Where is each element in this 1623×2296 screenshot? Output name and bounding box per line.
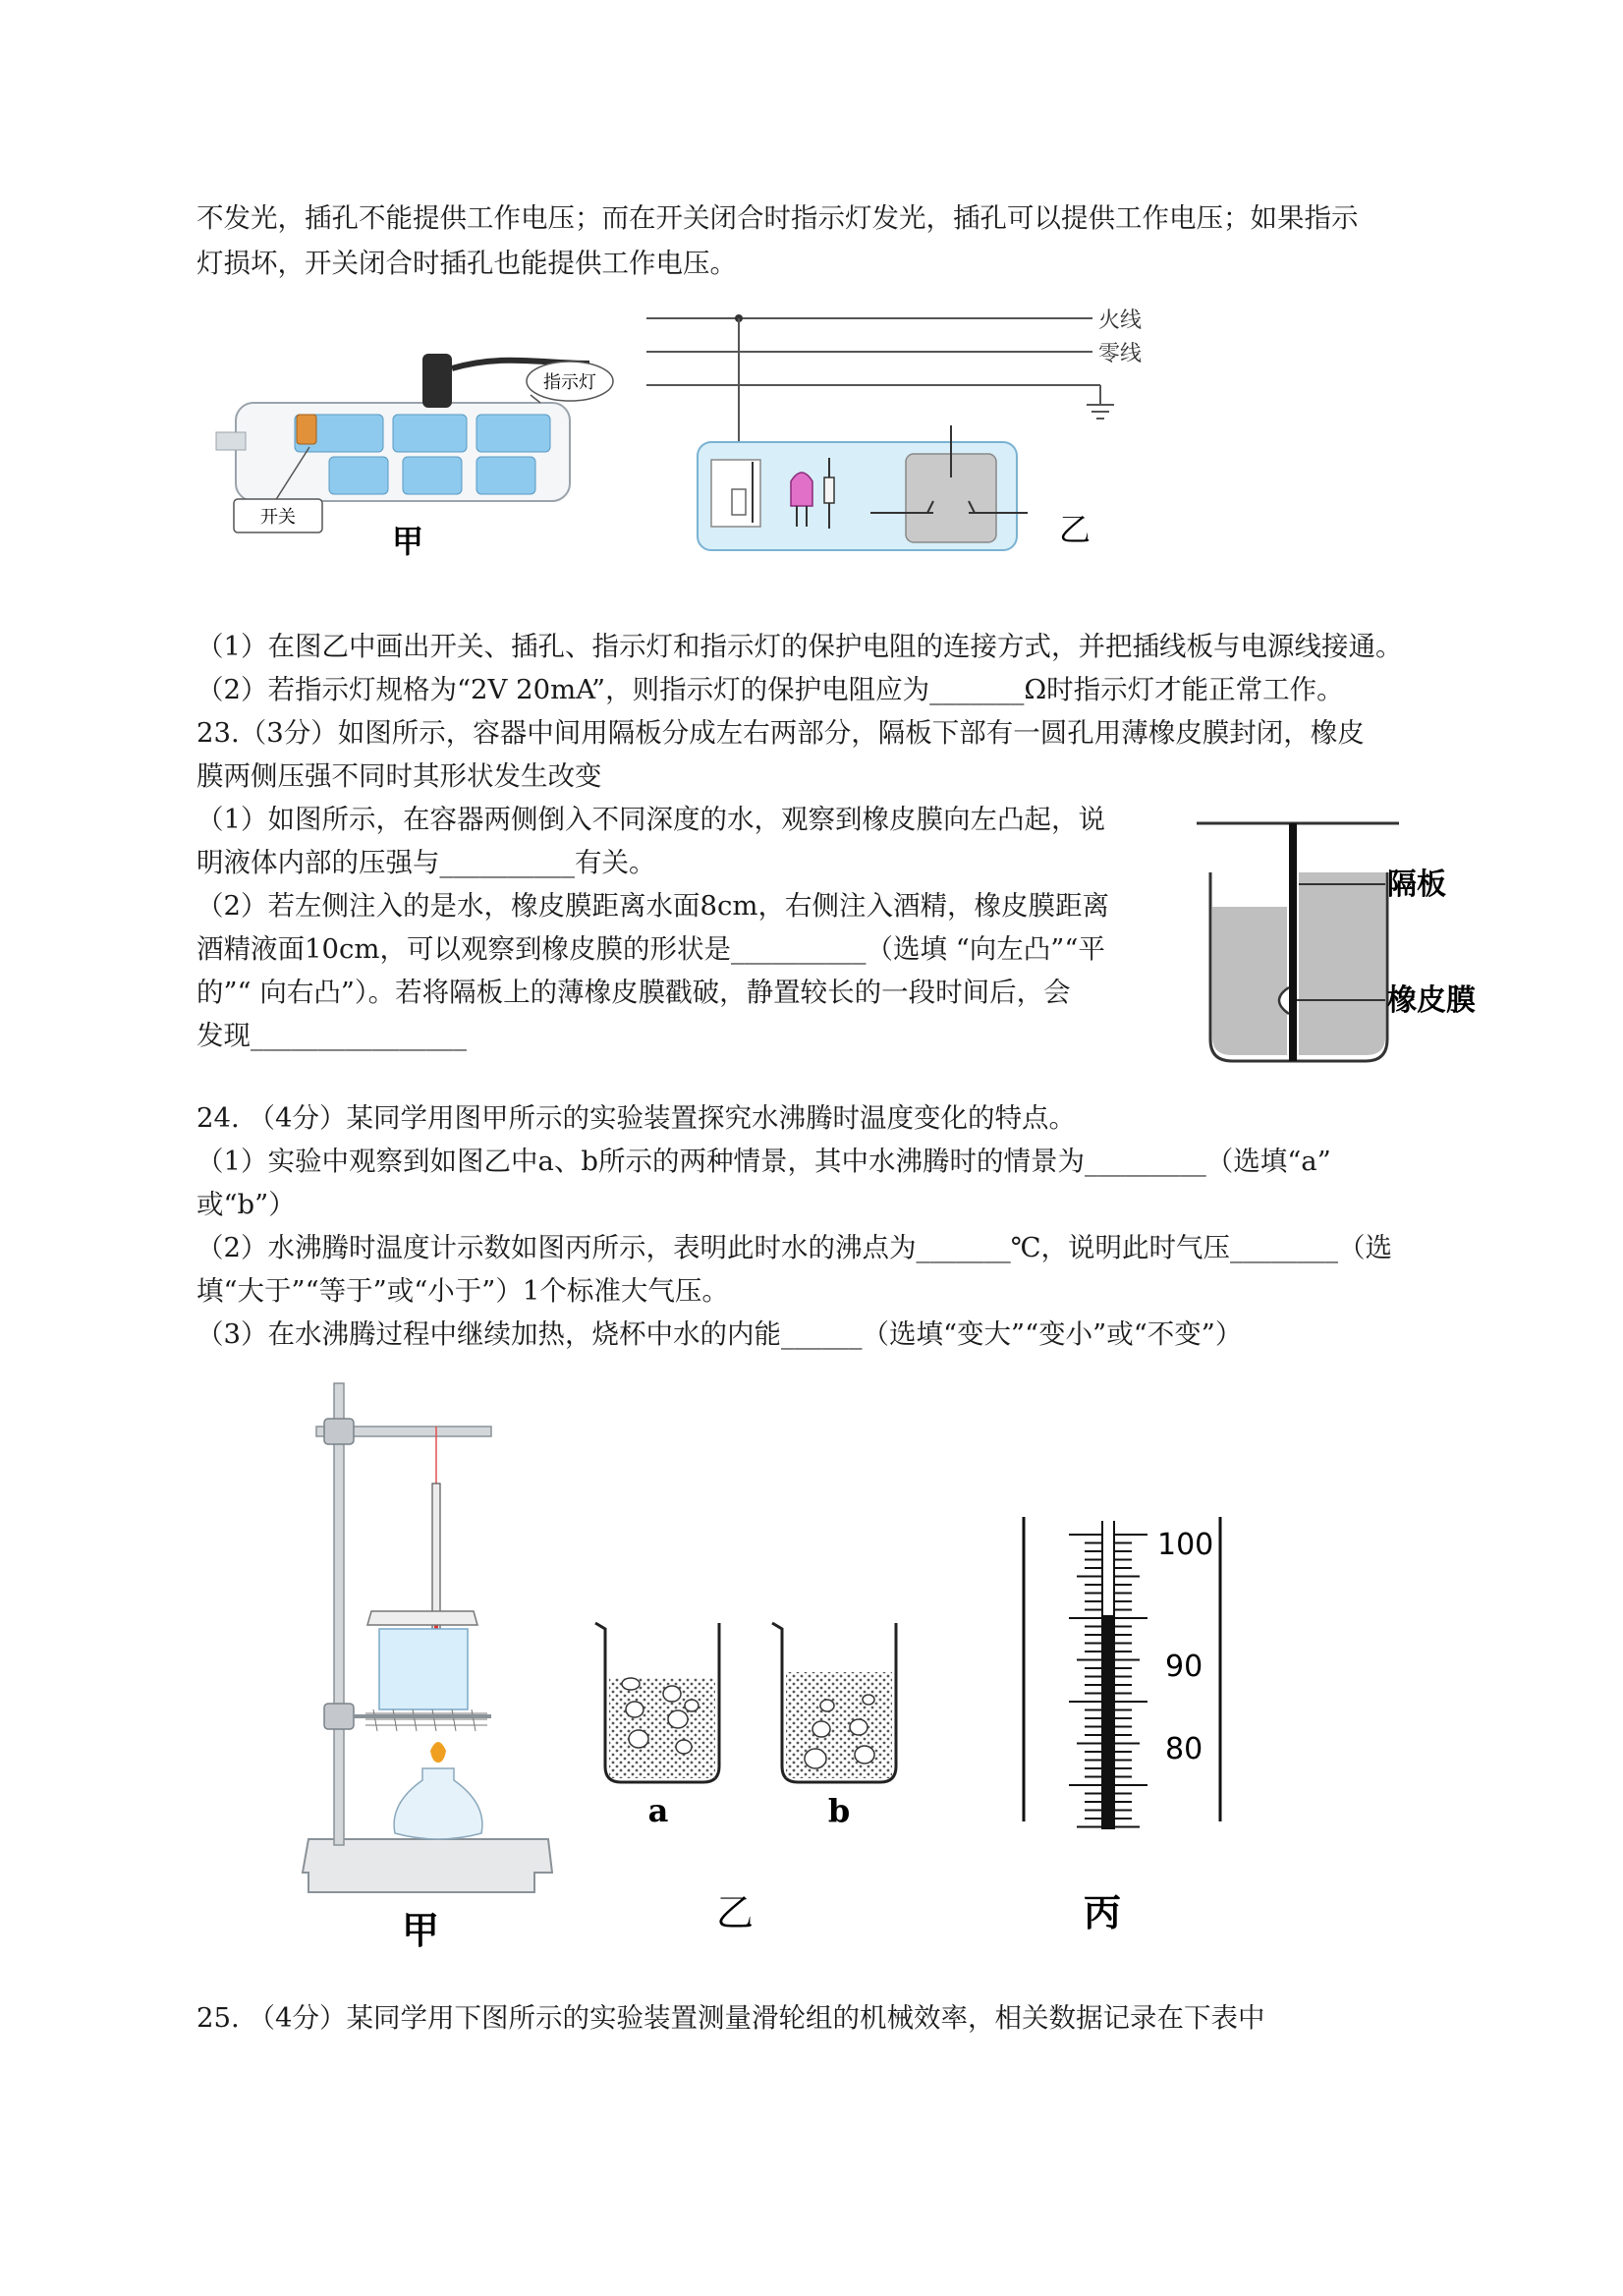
q24-line-3: 或“b”） [196,1189,296,1220]
indicator-label: 指示灯 [543,372,596,393]
power-strip-body [216,403,570,501]
q25-line-1: 25. （4分）某同学用下图所示的实验装置测量滑轮组的机械效率，相关数据记录在下表中 [196,2002,1265,2034]
figure-yi-label-2: 乙 [715,1891,755,1934]
scale-90: 90 [1165,1650,1203,1684]
figure-yi-label: 乙 [1058,511,1091,548]
intro-line-1: 不发光，插孔不能提供工作电压；而在开关闭合时指示灯发光，插孔可以提供工作电压；如果指示 [196,202,1359,234]
live-wire-label: 火线 [1098,308,1143,333]
membrane-label: 橡皮膜 [1387,983,1476,1018]
q23-line-3: （1）如图所示，在容器两侧倒入不同深度的水，观察到橡皮膜向左凸起，说 [196,804,1105,835]
ground-icon [1087,385,1114,419]
q23-line-4: 明液体内部的压强与__________有关。 [196,847,656,878]
scale-80: 80 [1165,1732,1203,1766]
beaker-b-label: b [827,1792,851,1829]
figure-thermometer [1012,1513,1248,1965]
q24-line-2: （1）实验中观察到如图乙中a、b所示的两种情景，其中水沸腾时的情景为_________（选填“a” [196,1146,1331,1177]
neutral-wire-label: 零线 [1098,342,1143,366]
q24-line-1: 24. （4分）某同学用图甲所示的实验装置探究水沸腾时温度变化的特点。 [196,1102,1076,1134]
q24-line-4: （2）水沸腾时温度计示数如图丙所示，表明此时水的沸点为_______℃，说明此时气压________（选 [196,1232,1393,1263]
beaker-a [595,1623,719,1782]
figure-wiring [639,295,1169,570]
q22-part-2: （2）若指示灯规格为“2V 20mA”，则指示灯的保护电阻应为_______Ω时指示灯才能正常工作。 [196,674,1344,705]
figure-jia-label: 甲 [391,523,424,560]
figure-container [1189,815,1513,1071]
q23-line-2: 膜两侧压强不同时其形状发生改变 [196,760,602,792]
q23-line-6: 酒精液面10cm，可以观察到橡皮膜的形状是__________（选填 “向左凸”“平 [196,933,1105,965]
q23-line-8: 发现________________ [196,1020,467,1051]
beaker-a-label: a [647,1792,669,1829]
switch-icon [711,460,760,527]
scale-100: 100 [1157,1528,1214,1562]
q24-line-5: 填“大于”“等于”或“小于”）1个标准大气压。 [196,1275,729,1307]
q22-part-1: （1）在图乙中画出开关、插孔、指示灯和指示灯的保护电阻的连接方式，并把插线板与电源线接通。 [196,631,1403,662]
q23-line-5: （2）若左侧注入的是水，橡皮膜距离水面8cm，右侧注入酒精，橡皮膜距离 [196,890,1109,922]
switch-label: 开关 [260,507,296,528]
q24-line-6: （3）在水沸腾过程中继续加热，烧杯中水的内能______（选填“变大”“变小”或“不变”） [196,1318,1243,1350]
indicator-callout [527,362,613,403]
partition-label: 隔板 [1387,868,1446,902]
figure-jia-label-2: 甲 [401,1909,440,1952]
beaker-b [772,1623,896,1782]
figure-beakers [588,1611,922,1945]
figure-bing-label: 丙 [1083,1891,1122,1934]
figure-power-strip [216,324,629,570]
figure-apparatus [295,1375,570,1955]
intro-line-2: 灯损坏，开关闭合时插孔也能提供工作电压。 [196,248,737,279]
q23-line-1: 23.（3分）如图所示，容器中间用隔板分成左右两部分，隔板下部有一圆孔用薄橡皮膜封闭，橡皮 [196,717,1365,749]
q23-line-7: 的”“ 向右凸”）。若将隔板上的薄橡皮膜戳破，静置较长的一段时间后，会 [196,977,1071,1008]
